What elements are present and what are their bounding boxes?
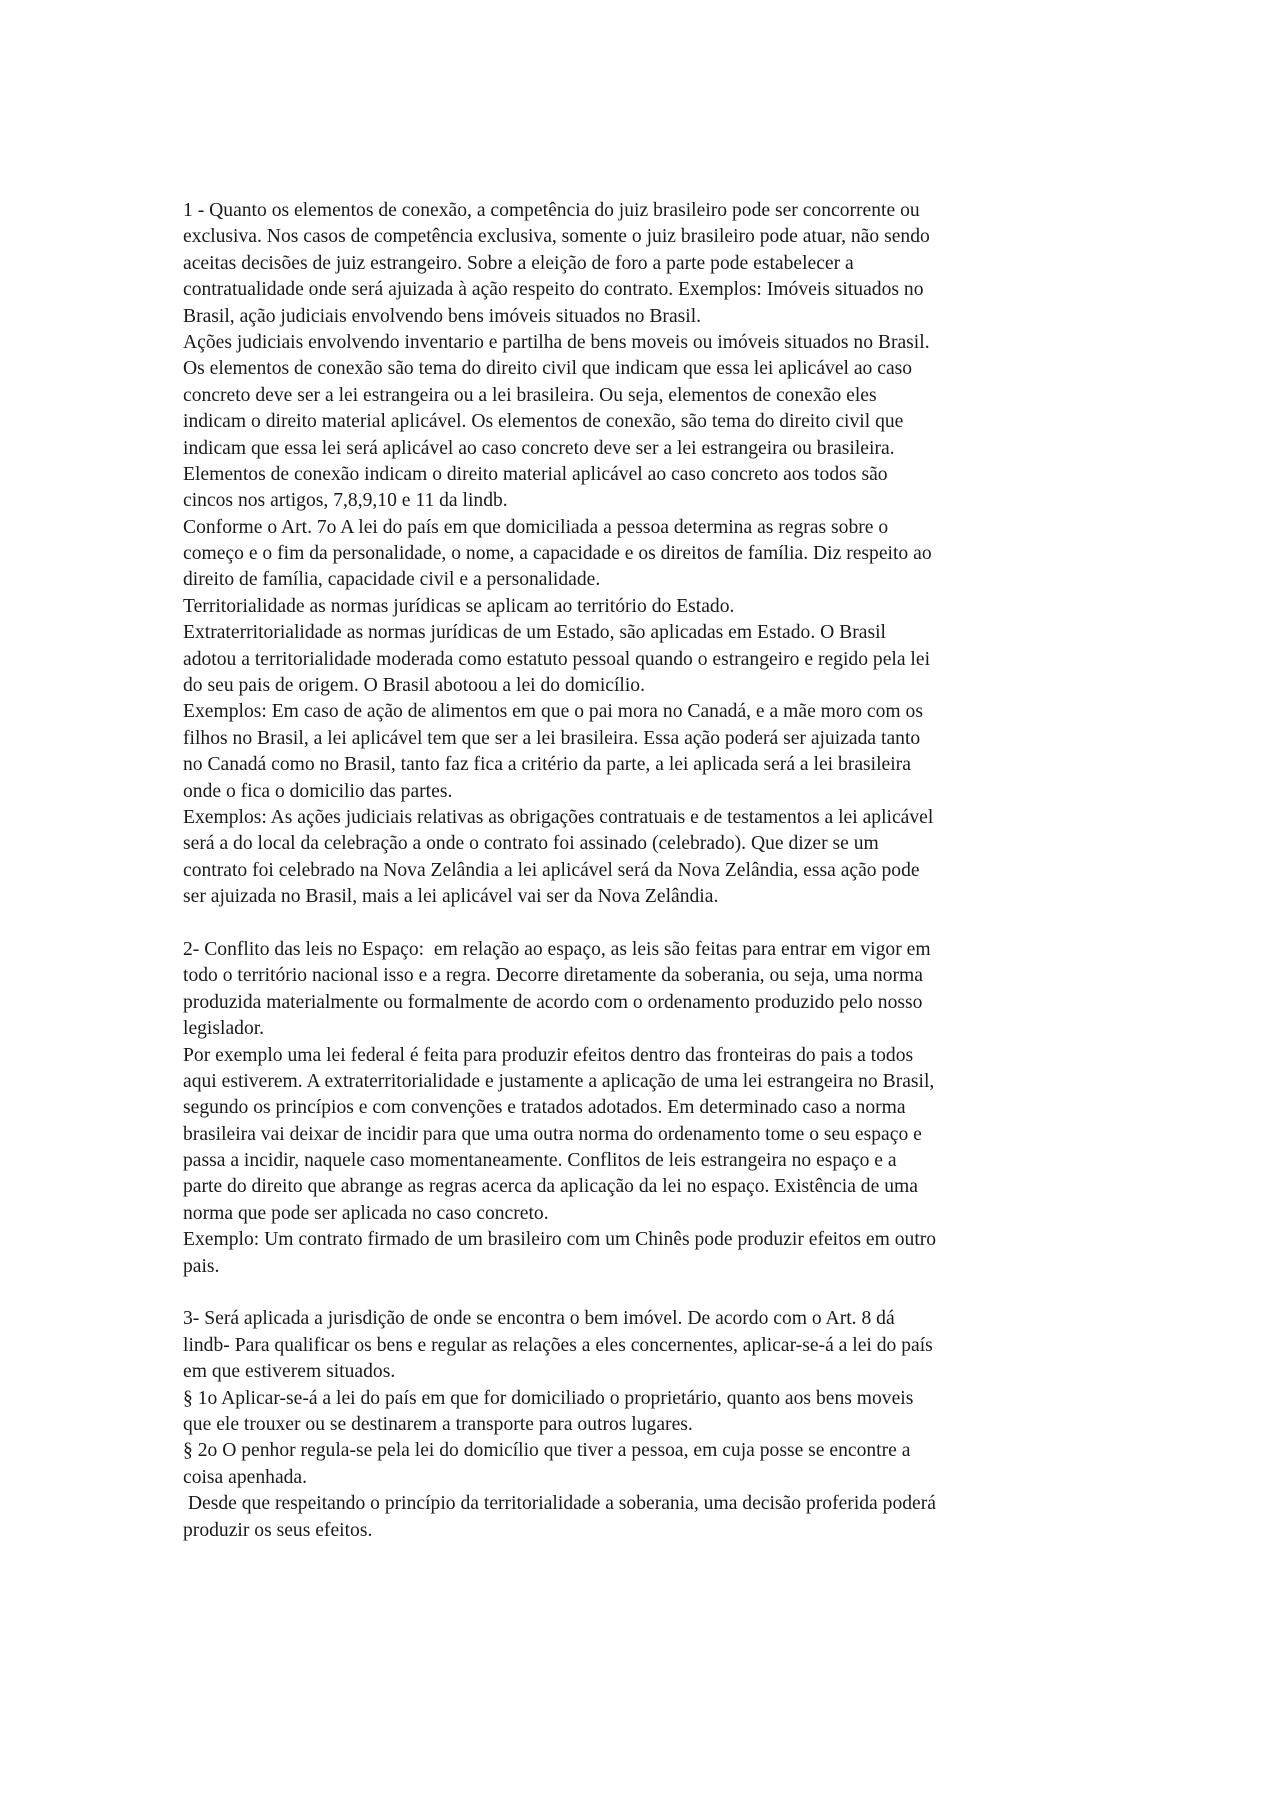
- text-line: 2- Conflito das leis no Espaço: em relação ao espaço, as leis são feitas para entrar em vigor em: [183, 938, 931, 960]
- text-line: norma que pode ser aplicada no caso concreto.: [183, 1202, 549, 1224]
- text-line: brasileira vai deixar de incidir para que uma outra norma do ordenamento tome o seu espaço e: [183, 1123, 922, 1145]
- text-line: segundo os princípios e com convenções e tratados adotados. Em determinado caso a norma: [183, 1097, 906, 1119]
- text-line: cincos nos artigos, 7,8,9,10 e 11 da lindb.: [183, 490, 508, 512]
- text-line: filhos no Brasil, a lei aplicável tem que ser a lei brasileira. Essa ação poderá ser ajuizada tanto: [183, 727, 921, 749]
- text-line: indicam que essa lei será aplicável ao caso concreto deve ser a lei estrangeira ou brasileira.: [183, 437, 895, 459]
- text-line: § 2o O penhor regula-se pela lei do domicílio que tiver a pessoa, em cuja posse se encontre a: [183, 1440, 911, 1462]
- text-line: Por exemplo uma lei federal é feita para produzir efeitos dentro das fronteiras do pais a todos: [183, 1044, 914, 1066]
- text-line: todo o território nacional isso e a regra. Decorre diretamente da soberania, ou seja, uma norma: [183, 965, 923, 987]
- text-line: direito de família, capacidade civil e a personalidade.: [183, 569, 601, 591]
- section-1: [183, 198, 1113, 911]
- text-line: contratualidade onde será ajuizada à ação respeito do contrato. Exemplos: Imóveis situados no: [183, 279, 924, 301]
- text-line: adotou a territorialidade moderada como estatuto pessoal quando o estrangeiro e regido pela lei: [183, 648, 931, 670]
- text-line: Conforme o Art. 7o A lei do país em que domiciliada a pessoa determina as regras sobre o: [183, 516, 889, 538]
- text-line: Brasil, ação judiciais envolvendo bens imóveis situados no Brasil.: [183, 305, 702, 327]
- paragraph-gap: [183, 911, 1113, 937]
- text-line: que ele trouxer ou se destinarem a transporte para outros lugares.: [183, 1413, 693, 1435]
- text-line: pais.: [183, 1255, 220, 1277]
- text-line: Desde que respeitando o princípio da territorialidade a soberania, uma decisão proferida poderá: [183, 1493, 936, 1515]
- text-line: produzida materialmente ou formalmente de acordo com o ordenamento produzido pelo nosso: [183, 991, 923, 1013]
- text-line: Extraterritorialidade as normas jurídicas de um Estado, são aplicadas em Estado. O Brasil: [183, 622, 886, 644]
- text-line: ser ajuizada no Brasil, mais a lei aplicável vai ser da Nova Zelândia.: [183, 886, 719, 908]
- document-body: [183, 198, 1113, 1544]
- text-line: Exemplos: As ações judiciais relativas as obrigações contratuais e de testamentos a lei aplicável: [183, 806, 934, 828]
- text-line: aqui estiverem. A extraterritorialidade e justamente a aplicação de uma lei estrangeira no Brasil,: [183, 1070, 935, 1092]
- text-line: começo e o fim da personalidade, o nome, a capacidade e os direitos de família. Diz respeito ao: [183, 543, 932, 565]
- text-line: onde o fica o domicilio das partes.: [183, 780, 453, 802]
- text-line: 1 - Quanto os elementos de conexão, a competência do juiz brasileiro pode ser concorrente ou: [183, 200, 920, 221]
- text-line: Territorialidade as normas jurídicas se aplicam ao território do Estado.: [183, 595, 735, 617]
- text-line: aceitas decisões de juiz estrangeiro. Sobre a eleição de foro a parte pode estabelecer a: [183, 252, 854, 274]
- text-line: parte do direito que abrange as regras acerca da aplicação da lei no espaço. Existência de uma: [183, 1176, 918, 1198]
- text-line: Os elementos de conexão são tema do direito civil que indicam que essa lei aplicável ao caso: [183, 358, 913, 380]
- text-line: § 1o Aplicar-se-á a lei do país em que for domiciliado o proprietário, quanto aos bens moveis: [183, 1387, 914, 1409]
- text-line: passa a incidir, naquele caso momentaneamente. Conflitos de leis estrangeira no espaço e a: [183, 1150, 897, 1172]
- text-line: produzir os seus efeitos.: [183, 1519, 373, 1541]
- section-3: [183, 1306, 1113, 1544]
- text-line: em que estiverem situados.: [183, 1361, 396, 1383]
- text-line: Ações judiciais envolvendo inventario e partilha de bens moveis ou imóveis situados no Brasil.: [183, 331, 930, 353]
- text-line: Exemplos: Em caso de ação de alimentos em que o pai mora no Canadá, e a mãe moro com os: [183, 701, 923, 723]
- text-line: legislador.: [183, 1018, 265, 1040]
- text-line: Exemplo: Um contrato firmado de um brasileiro com um Chinês pode produzir efeitos em outro: [183, 1229, 937, 1251]
- text-line: do seu pais de origem. O Brasil abotoou a lei do domicílio.: [183, 675, 646, 697]
- text-line: no Canadá como no Brasil, tanto faz fica a critério da parte, a lei aplicada será a lei brasileira: [183, 754, 911, 776]
- text-line: será a do local da celebração a onde o contrato foi assinado (celebrado). Que dizer se um: [183, 833, 879, 855]
- text-line: coisa apenhada.: [183, 1466, 308, 1488]
- text-line: Elementos de conexão indicam o direito material aplicável ao caso concreto aos todos são: [183, 463, 888, 485]
- text-line: indicam o direito material aplicável. Os elementos de conexão, são tema do direito civil que: [183, 411, 904, 433]
- section-2: [183, 937, 1113, 1280]
- text-line: exclusiva. Nos casos de competência exclusiva, somente o juiz brasileiro pode atuar, não sendo: [183, 226, 930, 248]
- text-line: lindb- Para qualificar os bens e regular as relações a eles concernentes, aplicar-se-á a lei do país: [183, 1334, 933, 1356]
- text-line: concreto deve ser a lei estrangeira ou a lei brasileira. Ou seja, elementos de conexão eles: [183, 384, 877, 406]
- paragraph-gap: [183, 1280, 1113, 1306]
- text-line: 3- Será aplicada a jurisdição de onde se encontra o bem imóvel. De acordo com o Art. 8 dá: [183, 1308, 895, 1330]
- text-line: contrato foi celebrado na Nova Zelândia a lei aplicável será da Nova Zelândia, essa ação pode: [183, 859, 920, 881]
